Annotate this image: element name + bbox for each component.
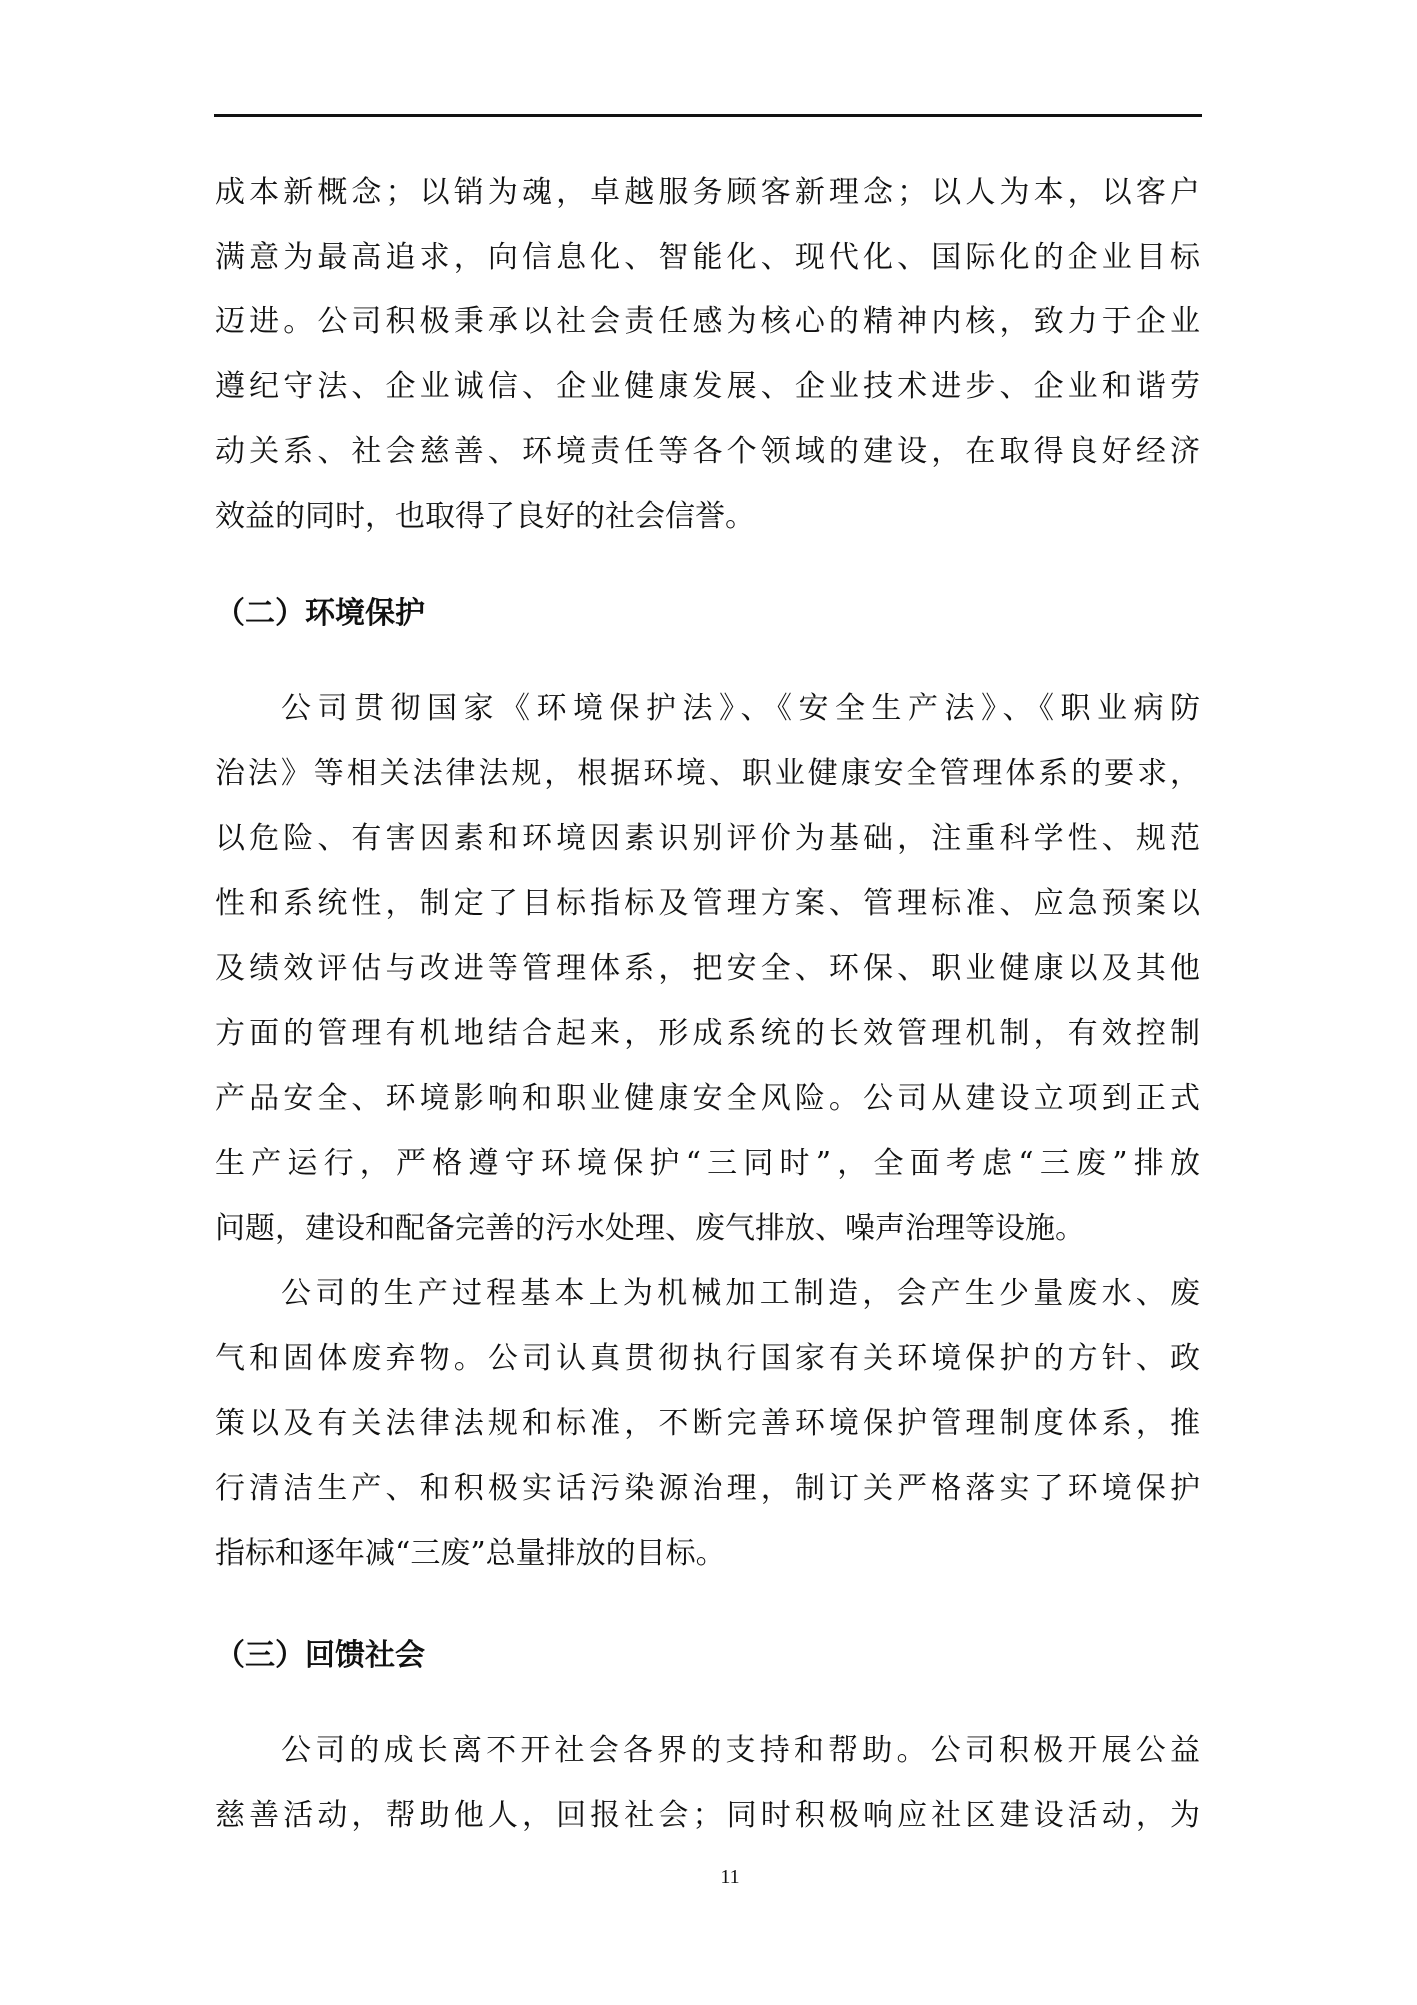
paragraph-line: 公司的成长离不开社会各界的支持和帮助。公司积极开展公益 <box>281 1733 1200 1768</box>
paragraph-line: 公司的生产过程基本上为机械加工制造，会产生少量废水、废 <box>281 1276 1200 1311</box>
paragraph-line: 治法》等相关法律法规，根据环境、职业健康安全管理体系的要求， <box>215 756 1200 791</box>
paragraph-line: 产品安全、环境影响和职业健康安全风险。公司从建设立项到正式 <box>215 1081 1200 1116</box>
section-heading-environment: （二）环境保护 <box>215 596 425 631</box>
paragraph-line: 遵纪守法、企业诚信、企业健康发展、企业技术进步、企业和谐劳 <box>215 369 1200 404</box>
paragraph-line: 动关系、社会慈善、环境责任等各个领域的建设，在取得良好经济 <box>215 434 1200 469</box>
page-number: 11 <box>720 1866 740 1888</box>
section-heading-give-back: （三）回馈社会 <box>215 1638 425 1673</box>
paragraph-line: 以危险、有害因素和环境因素识别评价为基础，注重科学性、规范 <box>215 821 1200 856</box>
paragraph-line: 成本新概念；以销为魂，卓越服务顾客新理念；以人为本，以客户 <box>215 175 1200 210</box>
paragraph-line: 慈善活动，帮助他人，回报社会；同时积极响应社区建设活动，为 <box>215 1798 1200 1833</box>
paragraph-line: 方面的管理有机地结合起来，形成系统的长效管理机制，有效控制 <box>215 1016 1200 1051</box>
paragraph-line: 行清洁生产、和积极实话污染源治理，制订关严格落实了环境保护 <box>215 1471 1200 1506</box>
paragraph-line: 公司贯彻国家《环境保护法》、《安全生产法》、《职业病防 <box>281 691 1200 726</box>
paragraph-line: 效益的同时，也取得了良好的社会信誉。 <box>215 499 755 534</box>
paragraph-line: 气和固体废弃物。公司认真贯彻执行国家有关环境保护的方针、政 <box>215 1341 1200 1376</box>
paragraph-line: 及绩效评估与改进等管理体系，把安全、环保、职业健康以及其他 <box>215 951 1200 986</box>
paragraph-line: 性和系统性，制定了目标指标及管理方案、管理标准、应急预案以 <box>215 886 1200 921</box>
paragraph-line: 策以及有关法律法规和标准，不断完善环境保护管理制度体系，推 <box>215 1406 1200 1441</box>
paragraph-line: 生产运行，严格遵守环境保护“三同时”，全面考虑“三废”排放 <box>215 1146 1200 1181</box>
paragraph-line: 问题，建设和配备完善的污水处理、废气排放、噪声治理等设施。 <box>215 1211 1085 1246</box>
paragraph-line: 迈进。公司积极秉承以社会责任感为核心的精神内核，致力于企业 <box>215 304 1200 339</box>
paragraph-line: 指标和逐年减“三废”总量排放的目标。 <box>215 1536 726 1571</box>
header-rule <box>214 114 1202 117</box>
paragraph-line: 满意为最高追求，向信息化、智能化、现代化、国际化的企业目标 <box>215 240 1200 275</box>
